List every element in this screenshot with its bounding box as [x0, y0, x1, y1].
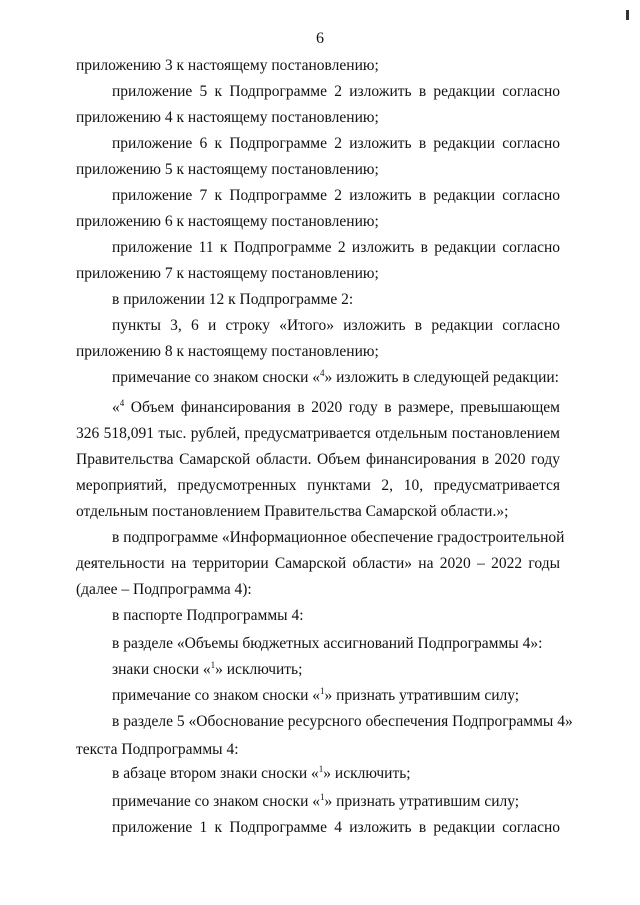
text-line: приложению 4 к настоящему постановлению; — [76, 109, 379, 126]
text-segment: Объем финансирования в 2020 году в размере, превышающем — [124, 399, 560, 416]
text-line — [112, 764, 411, 784]
text-line — [112, 686, 519, 706]
footnote-mark: 4 — [119, 398, 125, 408]
footnote-mark: 1 — [320, 686, 325, 696]
text-line: приложению 7 к настоящему постановлению; — [76, 265, 379, 282]
text-segment: знаки сноски « — [112, 661, 211, 678]
text-line: в приложении 12 к Подпрограмме 2: — [112, 291, 354, 308]
text-line: отдельным постановлением Правительства Самарской области.»; — [76, 503, 509, 520]
text-line: в паспорте Подпрограммы 4: — [112, 607, 304, 624]
text-line: пункты 3, 6 и строку «Итого» изложить в редакции согласно — [112, 317, 560, 334]
text-line: 326 518,091 тыс. рублей, предусматривается отдельным постановлением — [76, 425, 560, 442]
text-line: (далее – Подпрограмма 4): — [76, 581, 252, 598]
text-segment: » признать утратившим силу; — [324, 687, 520, 704]
footnote-mark: 1 — [318, 764, 324, 774]
footnote-mark: 1 — [210, 660, 216, 670]
text-line: приложение 11 к Подпрограмме 2 изложить в редакции согласно — [112, 239, 560, 256]
text-line: приложению 6 к настоящему постановлению; — [76, 213, 379, 230]
text-segment: » исключить; — [215, 661, 303, 678]
text-segment: примечание со знаком сноски « — [112, 793, 320, 810]
footnote-mark: 1 — [320, 792, 325, 802]
text-line — [112, 660, 302, 680]
text-segment: в абзаце втором знаки сноски « — [112, 765, 319, 782]
text-line: приложению 3 к настоящему постановлению; — [76, 57, 379, 74]
text-line: деятельности на территории Самарской области» на 2020 – 2022 годы — [76, 555, 560, 572]
text-line — [112, 398, 560, 418]
text-line: в разделе «Объемы бюджетных ассигнований Подпрограммы 4»: — [112, 635, 543, 652]
text-line: приложение 5 к Подпрограмме 2 изложить в редакции согласно — [112, 83, 560, 100]
text-line: в разделе 5 «Обоснование ресурсного обеспечения Подпрограммы 4» — [112, 713, 573, 730]
page-number: 6 — [316, 30, 324, 47]
text-line: в подпрограмме «Информационное обеспечение градостроительной — [112, 529, 565, 546]
text-line — [112, 792, 519, 812]
text-line: приложение 6 к Подпрограмме 2 изложить в редакции согласно — [112, 135, 560, 152]
text-line: Правительства Самарской области. Объем финансирования в 2020 году — [76, 451, 560, 468]
text-line: приложение 7 к Подпрограмме 2 изложить в редакции согласно — [112, 187, 560, 204]
text-segment: примечание со знаком сноски « — [112, 369, 320, 386]
text-segment: » исключить; — [323, 765, 411, 782]
text-line: приложению 5 к настоящему постановлению; — [76, 161, 379, 178]
text-line — [112, 368, 559, 388]
text-line: мероприятий, предусмотренных пунктами 2, 10, предусматривается — [76, 477, 560, 494]
text-line: приложению 8 к настоящему постановлению; — [76, 343, 379, 360]
text-line: приложение 1 к Подпрограмме 4 изложить в редакции согласно — [112, 819, 560, 836]
text-segment: » изложить в следующей редакции: — [324, 369, 559, 386]
text-segment: примечание со знаком сноски « — [112, 687, 320, 704]
text-segment: « — [112, 399, 120, 416]
text-segment: » признать утратившим силу; — [324, 793, 520, 810]
scan-speck — [626, 10, 629, 20]
footnote-mark: 4 — [320, 368, 325, 378]
text-line: текста Подпрограммы 4: — [76, 741, 239, 758]
